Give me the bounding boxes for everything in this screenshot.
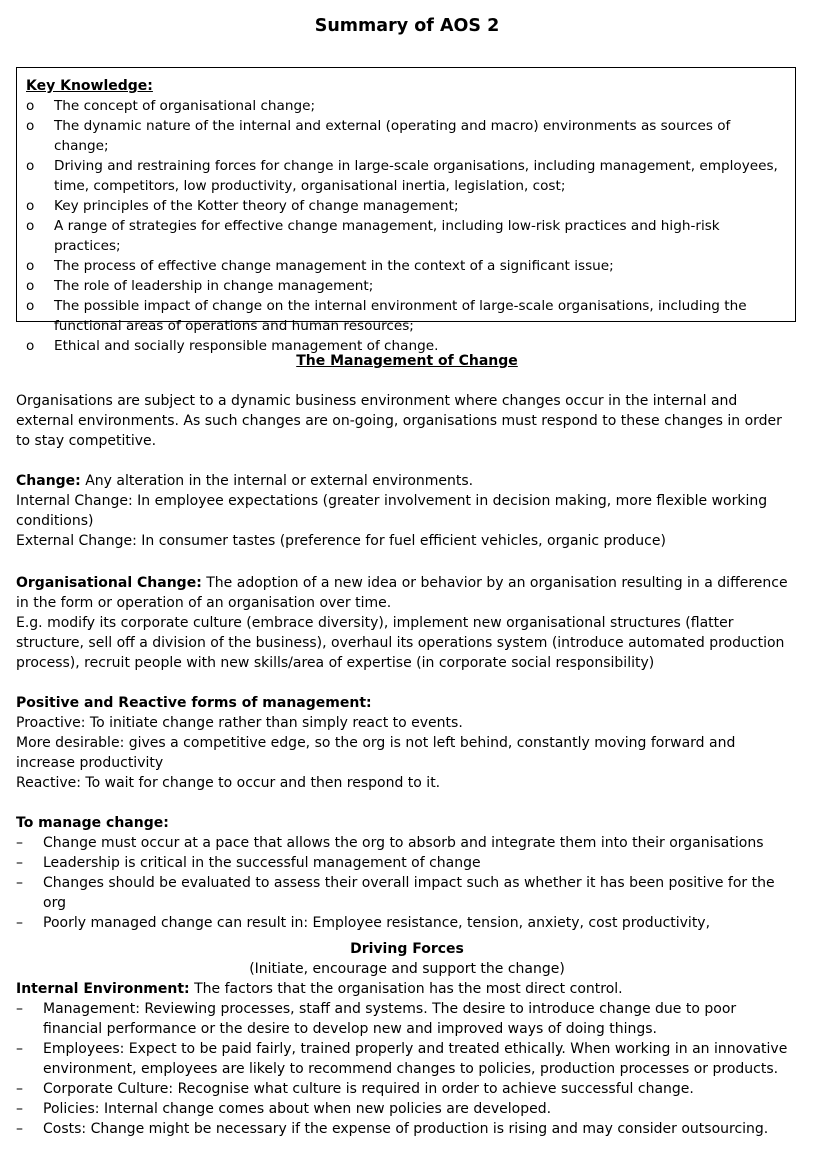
forms-heading: Positive and Reactive forms of management: <box>16 695 372 711</box>
key-knowledge-heading: Key Knowledge: <box>26 78 153 94</box>
external-change-text: External Change: In consumer tastes (preference for fuel efficient vehicles, organic produce) <box>16 533 666 549</box>
key-knowledge-item: o Driving and restraining forces for change in large-scale organisations, including management, employees, time, competitors, low productivity, organisational inertia, legislation, cost; <box>26 158 778 194</box>
manage-change-list <box>16 833 796 933</box>
driving-forces-heading: Driving Forces <box>350 941 464 957</box>
key-knowledge-box <box>16 67 796 354</box>
driving-forces-list <box>16 999 796 1139</box>
dash-icon: – <box>16 835 23 851</box>
list-item: – Poorly managed change can result in: Employee resistance, tension, anxiety, cost productivity, <box>16 915 711 931</box>
list-item: – Leadership is critical in the successful management of change <box>16 855 481 871</box>
internal-change-text: Internal Change: In employee expectations (greater involvement in decision making, more flexible working conditions) <box>16 493 768 529</box>
reactive-text: Reactive: To wait for change to occur and then respond to it. <box>16 775 441 791</box>
key-knowledge-list <box>26 96 785 356</box>
driving-forces-section <box>16 979 796 1139</box>
dash-icon: – <box>16 1041 23 1057</box>
bullet-icon: o <box>26 118 35 134</box>
bullet-icon: o <box>26 258 35 274</box>
bullet-icon: o <box>26 98 35 114</box>
list-item: – Costs: Change might be necessary if the expense of production is rising and may consider outsourcing. <box>16 1121 769 1137</box>
list-item: – Corporate Culture: Recognise what culture is required in order to achieve successful change. <box>16 1081 694 1097</box>
key-knowledge-item: o The dynamic nature of the internal and external (operating and macro) environments as sources of change; <box>26 118 731 154</box>
forms-of-management <box>16 693 796 793</box>
management-of-change-heading: The Management of Change <box>296 353 518 369</box>
dash-icon: – <box>16 915 23 931</box>
org-change-example: E.g. modify its corporate culture (embrace diversity), implement new organisational structures (flatter structure, sell off a division of the business), overhaul its operations system (introduce automated production process), recruit people with new skills/area of expertise (in corporate social responsibility) <box>16 615 785 671</box>
key-knowledge-item: o The process of effective change management in the context of a significant issue; <box>26 258 614 274</box>
list-item: – Employees: Expect to be paid fairly, trained properly and treated ethically. When working in an innovative environment, employees are likely to recommend changes to policies, production processes or products. <box>16 1041 788 1077</box>
dash-icon: – <box>16 1001 23 1017</box>
list-item: – Change must occur at a pace that allows the org to absorb and integrate them into their organisations <box>16 835 764 851</box>
key-knowledge-item: o The role of leadership in change management; <box>26 278 374 294</box>
intro-paragraph: Organisations are subject to a dynamic business environment where changes occur in the internal and external environments. As such changes are on-going, organisations must respond to these changes in order to stay competitive. <box>16 393 782 449</box>
org-change-definition: Organisational Change: The adoption of a new idea or behavior by an organisation resulting in a difference in the form or operation of an organisation over time. <box>16 575 788 611</box>
bullet-icon: o <box>26 338 35 354</box>
list-item: – Policies: Internal change comes about when new policies are developed. <box>16 1101 552 1117</box>
bullet-icon: o <box>26 278 35 294</box>
proactive-text: Proactive: To initiate change rather than simply react to events. <box>16 715 463 731</box>
key-knowledge-item: o A range of strategies for effective change management, including low-risk practices and high-risk practices; <box>26 218 720 254</box>
key-knowledge-item: o The concept of organisational change; <box>26 98 316 114</box>
dash-icon: – <box>16 1121 23 1137</box>
list-item: – Changes should be evaluated to assess their overall impact such as whether it has been positive for the org <box>16 875 775 911</box>
management-intro <box>16 391 796 451</box>
manage-change-section <box>16 813 796 933</box>
bullet-icon: o <box>26 198 35 214</box>
key-knowledge-item: o The possible impact of change on the internal environment of large-scale organisations, including the functional areas of operations and human resources; <box>26 298 747 334</box>
key-knowledge-item: o Ethical and socially responsible management of change. <box>26 338 439 354</box>
bullet-icon: o <box>26 158 35 174</box>
desirable-text: More desirable: gives a competitive edge, so the org is not left behind, constantly moving forward and increase productivity <box>16 735 736 771</box>
change-definitions <box>16 471 796 551</box>
dash-icon: – <box>16 1081 23 1097</box>
document-title: Summary of AOS 2 <box>314 16 500 36</box>
manage-change-heading: To manage change: <box>16 815 169 831</box>
dash-icon: – <box>16 1101 23 1117</box>
dash-icon: – <box>16 875 23 891</box>
organisational-change <box>16 573 796 673</box>
internal-environment-definition: Internal Environment: The factors that the organisation has the most direct control. <box>16 981 623 997</box>
list-item: – Management: Reviewing processes, staff and systems. The desire to introduce change due to poor financial performance or the desire to develop new and improved ways of doing things. <box>16 1001 737 1037</box>
bullet-icon: o <box>26 218 35 234</box>
change-definition: Change: Any alteration in the internal or external environments. <box>16 473 474 489</box>
dash-icon: – <box>16 855 23 871</box>
driving-forces-subheading: (Initiate, encourage and support the change) <box>249 961 565 977</box>
bullet-icon: o <box>26 298 35 314</box>
key-knowledge-item: o Key principles of the Kotter theory of change management; <box>26 198 459 214</box>
